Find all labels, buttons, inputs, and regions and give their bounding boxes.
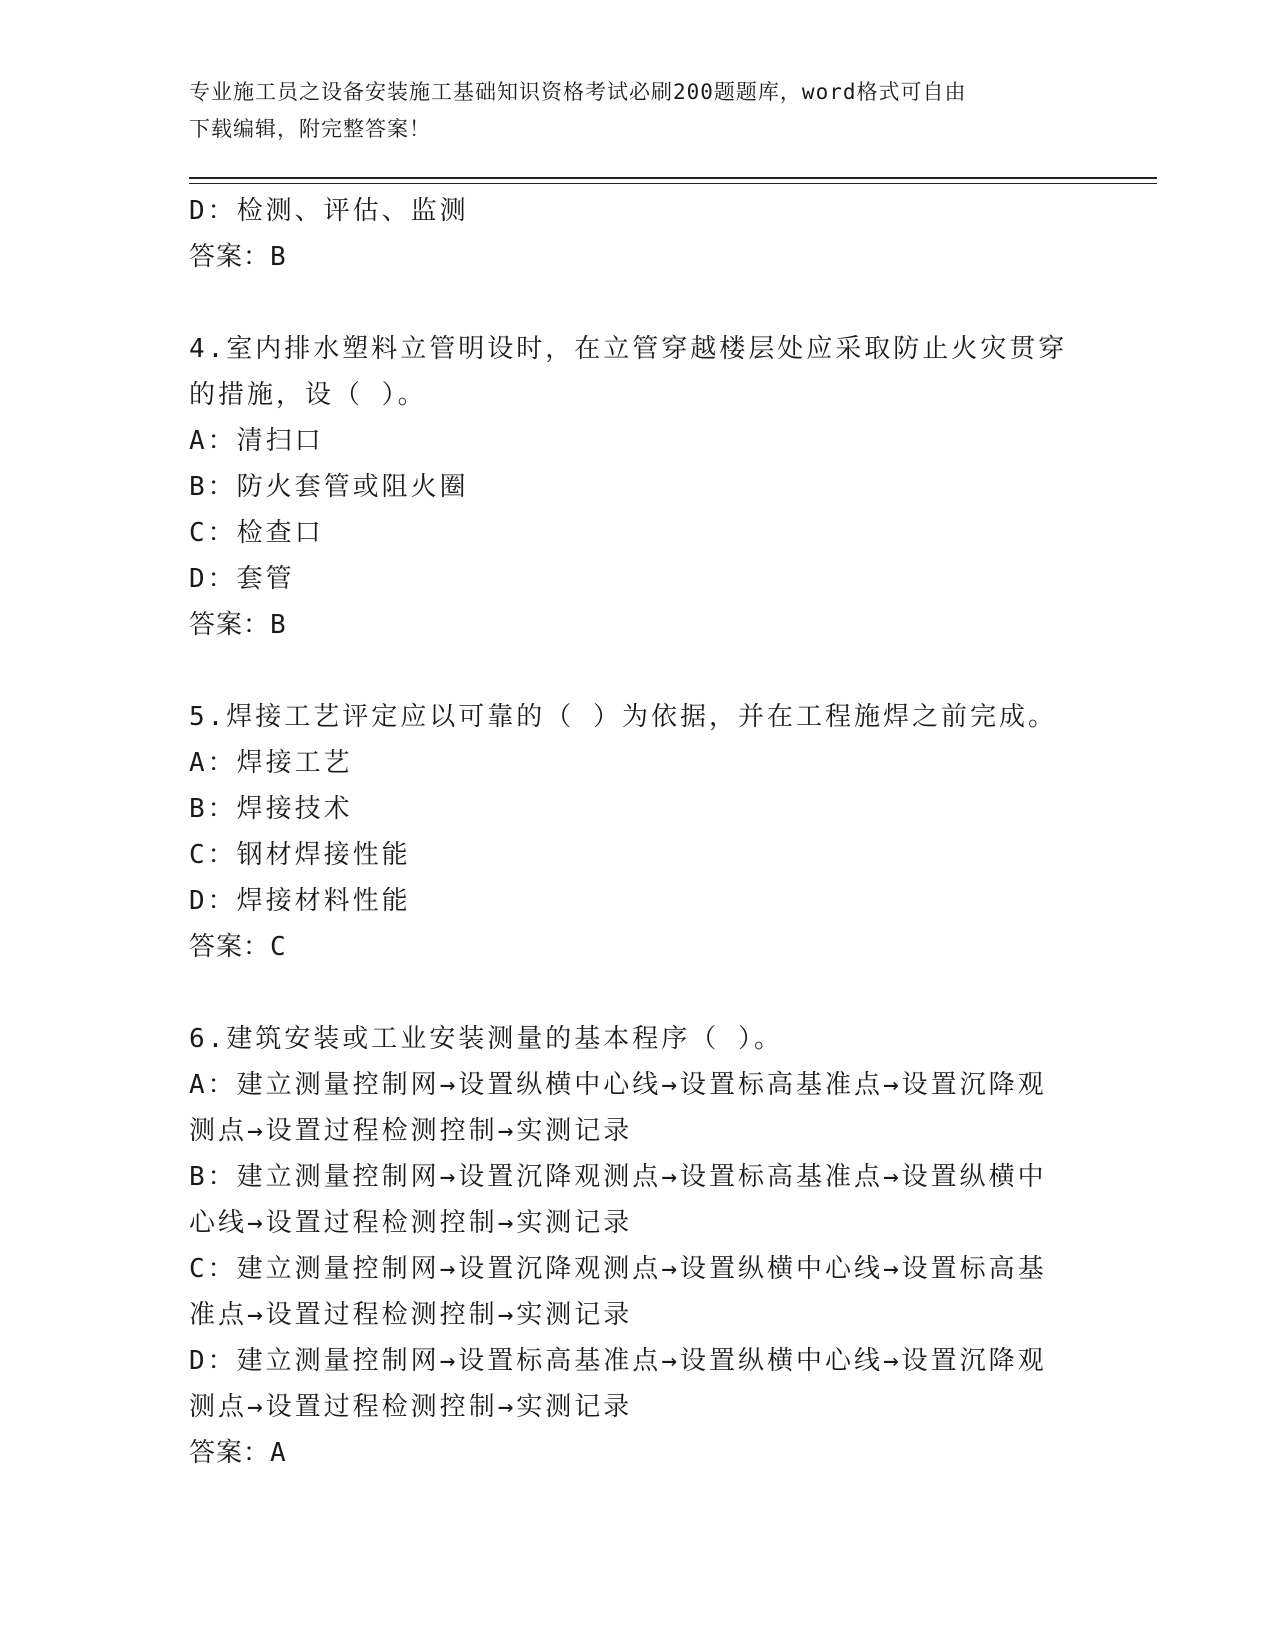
question-stem: 4.室内排水塑料立管明设时，在立管穿越楼层处应采取防止火灾贯穿: [189, 334, 1068, 364]
option-c: C：检查口: [189, 518, 324, 548]
option-b: B：防火套管或阻火圈: [189, 472, 469, 502]
option-b-continued: 心线→设置过程检测控制→实测记录: [189, 1208, 633, 1238]
option-d: D：检测、评估、监测: [189, 196, 469, 226]
option-a: A：焊接工艺: [189, 748, 353, 778]
question-3-tail: [189, 188, 1089, 280]
option-b: B：焊接技术: [189, 794, 353, 824]
spacer: [189, 970, 1089, 1016]
question-stem: 的措施，设（ ）。: [189, 380, 427, 410]
question-6: [189, 1016, 1089, 1476]
question-stem: 6.建筑安装或工业安装测量的基本程序（ ）。: [189, 1024, 783, 1054]
header-divider-thin: [189, 183, 1157, 184]
option-d: D：建立测量控制网→设置标高基准点→设置纵横中心线→设置沉降观: [189, 1346, 1047, 1376]
option-b: B：建立测量控制网→设置沉降观测点→设置标高基准点→设置纵横中: [189, 1162, 1047, 1192]
answer-label: 答案：B: [189, 610, 287, 640]
option-d-continued: 测点→设置过程检测控制→实测记录: [189, 1392, 633, 1422]
option-c-continued: 准点→设置过程检测控制→实测记录: [189, 1300, 633, 1330]
header-divider-thick: [189, 177, 1157, 179]
answer-label: 答案：A: [189, 1438, 287, 1468]
option-c: C：钢材焊接性能: [189, 840, 411, 870]
question-list: [189, 188, 1089, 1476]
header-line: 专业施工员之设备安装施工基础知识资格考试必刷200题题库，word格式可自由: [189, 80, 967, 104]
answer-label: 答案：B: [189, 242, 287, 272]
option-a: A：建立测量控制网→设置纵横中心线→设置标高基准点→设置沉降观: [189, 1070, 1047, 1100]
question-4: [189, 326, 1089, 648]
answer-label: 答案：C: [189, 932, 287, 962]
question-5: [189, 694, 1089, 970]
option-d: D：套管: [189, 564, 295, 594]
spacer: [189, 648, 1089, 694]
option-c: C：建立测量控制网→设置沉降观测点→设置纵横中心线→设置标高基: [189, 1254, 1047, 1284]
spacer: [189, 280, 1089, 326]
question-stem: 5.焊接工艺评定应以可靠的（ ）为依据，并在工程施焊之前完成。: [189, 702, 1057, 732]
option-a: A：清扫口: [189, 426, 324, 456]
option-d: D：焊接材料性能: [189, 886, 411, 916]
option-a-continued: 测点→设置过程检测控制→实测记录: [189, 1116, 633, 1146]
header-line: 下载编辑，附完整答案！: [189, 117, 431, 141]
document-header: [189, 74, 1089, 148]
